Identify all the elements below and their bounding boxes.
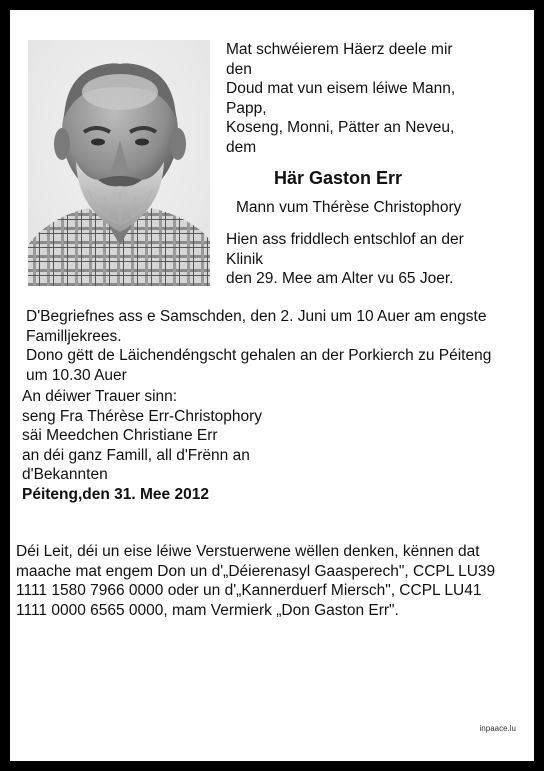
intro-line: Koseng, Monni, Pätter an Neveu, (226, 119, 455, 136)
death-line: Hien ass friddlech entschlof an der (226, 231, 464, 248)
death-line: Klinik (226, 250, 264, 268)
mourners-line: säi Meedchen Christiane Err (22, 427, 218, 444)
intro-line: Mat schwéierem Häerz deele mir (226, 41, 453, 58)
mourners-list (22, 387, 322, 485)
spouse-line: Mann vum Thérèse Christophory (236, 199, 462, 216)
death-notice (226, 230, 526, 289)
mourners-line: d'Bekannten (22, 466, 108, 483)
donation-text (16, 542, 528, 620)
source-credit: inpaace.lu (479, 724, 516, 733)
deceased-name: Här Gaston Err (274, 168, 403, 188)
mourners-line: An déiwer Trauer sinn: (22, 388, 178, 405)
funeral-line: um 10.30 Auer (26, 366, 127, 384)
funeral-line: Dono gëtt de Läichendéngscht gehalen an der Porkierch zu Péiteng (26, 347, 492, 364)
intro-line: dem (226, 138, 257, 156)
intro-line: Papp, (226, 99, 267, 117)
intro-line: Doud mat vun eisem léiwe Mann, (226, 80, 456, 97)
funeral-line: Familljekrees. (26, 327, 122, 345)
donation-line: 1111 0000 6565 0000, mam Vermierk „Don Gaston Err". (16, 601, 399, 619)
donation-line: 1111 1580 7966 0000 oder un d'„Kannerduerf Miersch", CCPL LU41 (16, 582, 482, 599)
donation-line: maache mat engem Don un d'„Déierenasyl Gaasperech", CCPL LU39 (16, 562, 496, 580)
portrait-photo (28, 40, 210, 286)
mourners-line: an déi ganz Famill, all d'Frënn an (22, 446, 250, 464)
place-date: Péiteng,den 31. Mee 2012 (22, 486, 209, 503)
mourners-line: seng Fra Thérèse Err-Christophory (22, 407, 263, 425)
obituary-page (10, 10, 534, 761)
donation-line: Déi Leit, déi un eise léiwe Verstuerwene wëllen denken, kënnen dat (16, 543, 480, 560)
intro-line: den (226, 60, 252, 78)
death-line: den 29. Mee am Alter vu 65 Joer. (226, 270, 454, 287)
intro-text (226, 40, 526, 157)
funeral-line: D'Begriefnes ass e Samschden, den 2. Juni um 10 Auer am engste (26, 308, 487, 325)
funeral-details (26, 307, 526, 385)
